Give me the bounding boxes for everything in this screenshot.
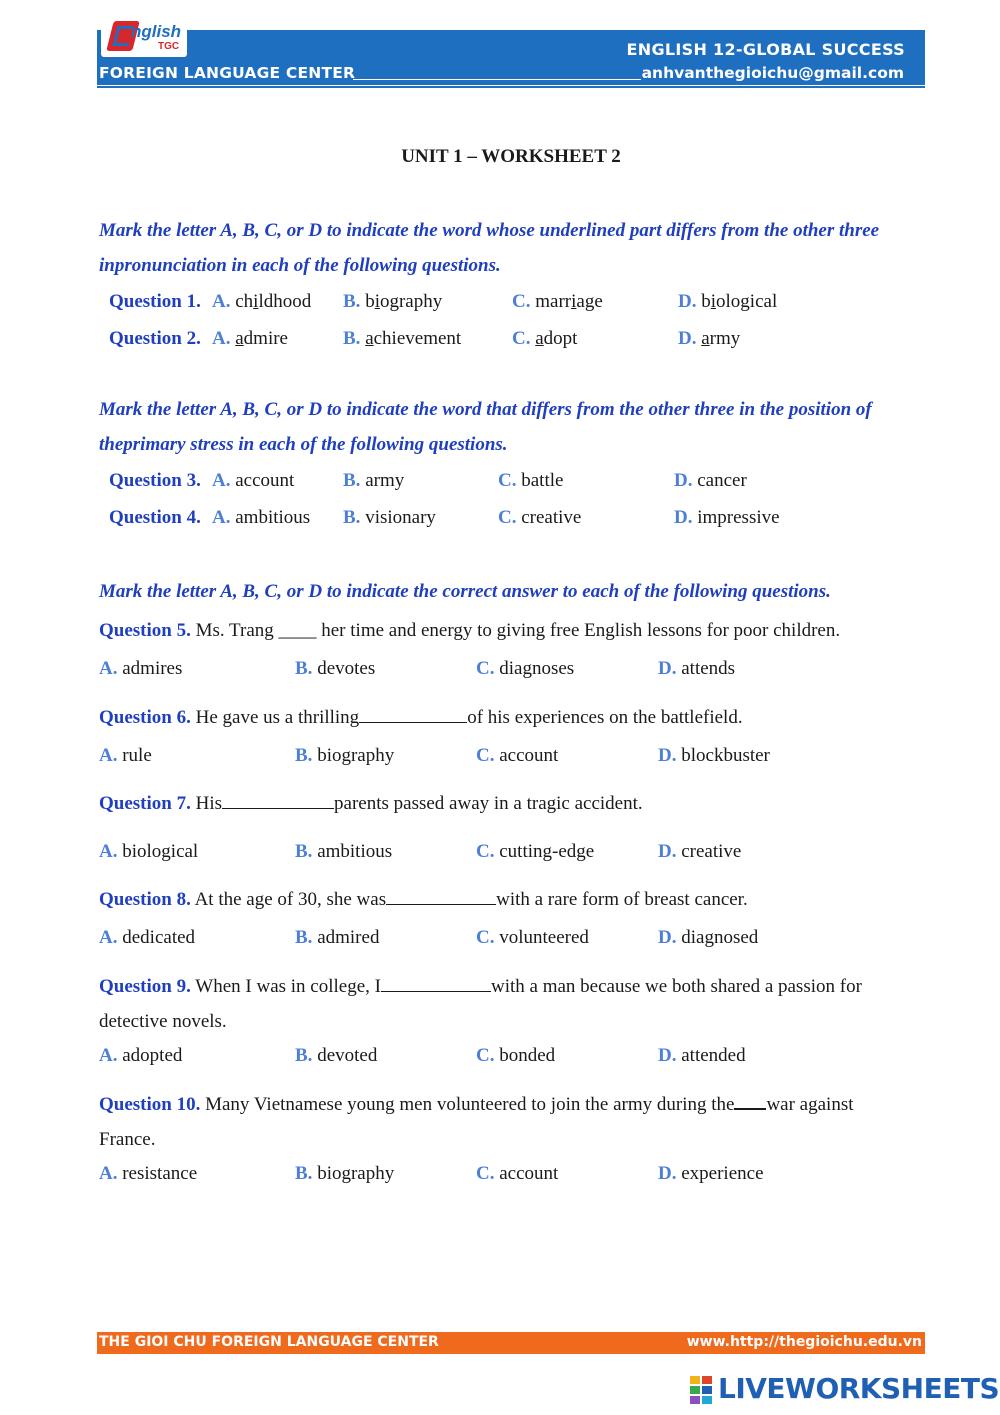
- q5-option-c[interactable]: C. diagnoses: [476, 658, 575, 679]
- q8-option-d[interactable]: D. diagnosed: [658, 927, 759, 948]
- question-8: Question 8. At the age of 30, she was with a rare form of breast cancer.: [99, 889, 748, 910]
- q3-option-b[interactable]: B. army: [343, 470, 405, 491]
- question-7: Question 7. His parents passed away in a tragic accident.: [99, 793, 643, 814]
- q8-option-b[interactable]: B. admired: [295, 927, 380, 948]
- q6-option-b[interactable]: B. biography: [295, 745, 395, 766]
- answer-blank[interactable]: [386, 888, 496, 905]
- footer-website[interactable]: www.http://thegioichu.edu.vn: [686, 1334, 922, 1350]
- q7-option-a[interactable]: A. biological: [99, 841, 199, 862]
- q5-option-b[interactable]: B. devotes: [295, 658, 376, 679]
- header-email: anhvanthegioichu@gmail.com: [641, 64, 904, 82]
- instruction-pronunciation: Mark the letter A, B, C, or D to indicate the word whose underlined part differs from the other three inpronunciation in each of the following questions.: [99, 220, 880, 276]
- logo-sub: TGC: [158, 41, 180, 52]
- q4-option-a[interactable]: A. ambitious: [212, 507, 311, 528]
- q10-option-d[interactable]: D. experience: [658, 1163, 764, 1184]
- q3-option-c[interactable]: C. battle: [498, 470, 564, 491]
- q8-option-c[interactable]: C. volunteered: [476, 927, 589, 948]
- question-9: Question 9. When I was in college, I with a man because we both shared a passion for detective novels.: [99, 976, 862, 1032]
- header-rule: [353, 79, 641, 80]
- question-2: Question 2.: [109, 328, 201, 349]
- center-name: FOREIGN LANGUAGE CENTER: [99, 64, 356, 82]
- q7-option-d[interactable]: D. creative: [658, 841, 742, 862]
- q1-option-c[interactable]: C. marriage: [512, 291, 603, 312]
- q7-option-c[interactable]: C. cutting-edge: [476, 841, 595, 862]
- liveworksheets-logo: LIVEWORKSHEETS: [690, 1372, 990, 1412]
- instruction-stress: Mark the letter A, B, C, or D to indicate the word that differs from the other three in the position of theprimary stress in each of the following questions.: [99, 399, 872, 455]
- q6-option-d[interactable]: D. blockbuster: [658, 745, 770, 766]
- question-6: Question 6. He gave us a thrilling of his experiences on the battlefield.: [99, 707, 743, 728]
- q1-option-d[interactable]: D. biological: [678, 291, 778, 312]
- q3-option-d[interactable]: D. cancer: [674, 470, 747, 491]
- q6-option-a[interactable]: A. rule: [99, 745, 152, 766]
- q5-option-a[interactable]: A. admires: [99, 658, 183, 679]
- q7-option-b[interactable]: B. ambitious: [295, 841, 393, 862]
- q8-option-a[interactable]: A. dedicated: [99, 927, 196, 948]
- logo-text: nglish: [131, 22, 182, 41]
- q10-option-c[interactable]: C. account: [476, 1163, 559, 1184]
- q2-option-b[interactable]: B. achievement: [343, 328, 462, 349]
- question-3: Question 3.: [109, 470, 201, 491]
- q4-option-c[interactable]: C. creative: [498, 507, 582, 528]
- q2-option-c[interactable]: C. adopt: [512, 328, 578, 349]
- answer-blank[interactable]: [359, 706, 467, 723]
- q2-option-d[interactable]: D. army: [678, 328, 741, 349]
- q9-option-c[interactable]: C. bonded: [476, 1045, 556, 1066]
- answer-blank[interactable]: [222, 792, 334, 809]
- instruction-correct-answer: Mark the letter A, B, C, or D to indicate the correct answer to each of the following questions.: [99, 581, 831, 602]
- question-5: Question 5. Ms. Trang ____ her time and energy to giving free English lessons for poor children.: [99, 620, 841, 641]
- question-10: Question 10. Many Vietnamese young men volunteered to join the army during the war against France.: [99, 1094, 854, 1150]
- q6-option-c[interactable]: C. account: [476, 745, 559, 766]
- q4-option-d[interactable]: D. impressive: [674, 507, 780, 528]
- q9-option-d[interactable]: D. attended: [658, 1045, 746, 1066]
- q4-option-b[interactable]: B. visionary: [343, 507, 436, 528]
- question-4: Question 4.: [109, 507, 201, 528]
- logo: [101, 15, 187, 57]
- liveworksheets-icon: [690, 1376, 714, 1404]
- q1-option-a[interactable]: A. childhood: [212, 291, 312, 312]
- q9-option-b[interactable]: B. devoted: [295, 1045, 378, 1066]
- q1-option-b[interactable]: B. biography: [343, 291, 443, 312]
- q2-option-a[interactable]: A. admire: [212, 328, 288, 349]
- q10-option-a[interactable]: A. resistance: [99, 1163, 198, 1184]
- header-divider: [97, 86, 925, 88]
- question-1: Question 1.: [109, 291, 201, 312]
- q3-option-a[interactable]: A. account: [212, 470, 295, 491]
- answer-blank[interactable]: [381, 975, 491, 992]
- q5-option-d[interactable]: D. attends: [658, 658, 736, 679]
- footer-center-name: THE GIOI CHU FOREIGN LANGUAGE CENTER: [99, 1334, 439, 1350]
- q10-option-b[interactable]: B. biography: [295, 1163, 395, 1184]
- q9-option-a[interactable]: A. adopted: [99, 1045, 183, 1066]
- answer-blank[interactable]: [734, 1092, 766, 1110]
- course-title: ENGLISH 12-GLOBAL SUCCESS: [626, 40, 905, 59]
- page-title: UNIT 1 – WORKSHEET 2: [401, 146, 621, 167]
